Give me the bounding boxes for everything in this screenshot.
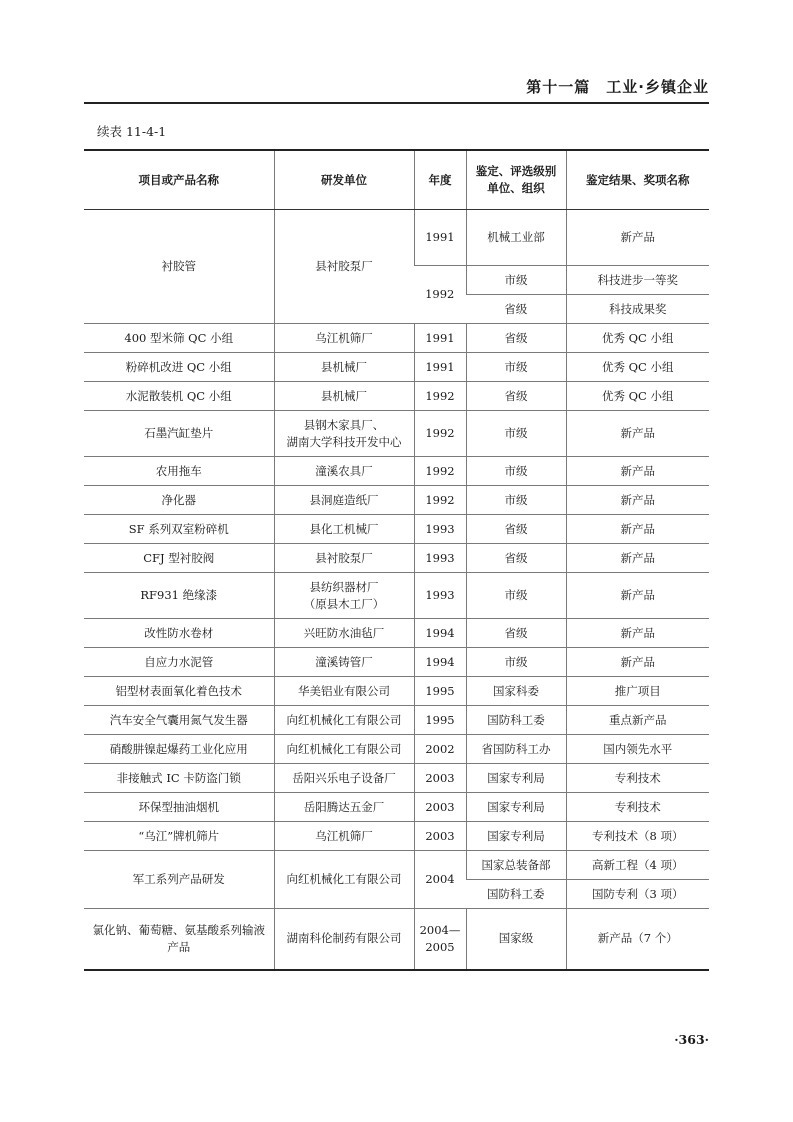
cell-level: 市级 [466,648,566,677]
table-row [84,382,709,411]
cell-name-line2: 产品 [167,939,191,954]
cell-result: 新产品 [566,486,709,515]
cell-result: 新产品（7 个） [566,909,709,970]
cell-level: 市级 [466,353,566,382]
cell-name: 石墨汽缸垫片 [84,411,274,457]
cell-year: 1993 [414,544,466,573]
cell-result: 新产品 [566,515,709,544]
col-header-level [466,150,566,210]
cell-result: 专利技术 [566,764,709,793]
cell-name: 水泥散装机 QC 小组 [84,382,274,411]
cell-year: 1995 [414,706,466,735]
table-row [84,677,709,706]
cell-result: 新产品 [566,411,709,457]
cell-name: RF931 绝缘漆 [84,573,274,619]
cell-year: 1991 [414,353,466,382]
cell-year: 1993 [414,515,466,544]
cell-unit: 县衬胶泵厂 [274,544,414,573]
cell-level: 国家专利局 [466,764,566,793]
table-row [84,793,709,822]
cell-unit: 县洞庭造纸厂 [274,486,414,515]
cell-name: 自应力水泥管 [84,648,274,677]
cell-year-line2: 2005 [425,939,455,954]
cell-level: 省级 [466,382,566,411]
cell-result: 优秀 QC 小组 [566,324,709,353]
cell-unit [274,411,414,457]
col-header-result: 鉴定结果、奖项名称 [566,150,709,210]
col-header-level-line1: 鉴定、评选级别 [475,164,557,179]
cell-result: 专利技术 [566,793,709,822]
table-caption: 续表 11-4-1 [97,124,167,139]
cell-unit-line2: 湖南大学科技开发中心 [286,434,402,449]
cell-unit [274,573,414,619]
cell-level: 机械工业部 [466,210,566,266]
cell-unit: 乌江机筛厂 [274,324,414,353]
col-header-level-line2: 单位、组织 [487,181,545,195]
table-row [84,210,709,266]
cell-year: 1994 [414,619,466,648]
header-divider [84,102,709,104]
cell-unit: 向红机械化工有限公司 [274,735,414,764]
cell-level: 国家科委 [466,677,566,706]
cell-name: 400 型米筛 QC 小组 [84,324,274,353]
cell-name: 环保型抽油烟机 [84,793,274,822]
table-row [84,324,709,353]
cell-result: 优秀 QC 小组 [566,382,709,411]
cell-year: 1994 [414,648,466,677]
cell-year: 1995 [414,677,466,706]
table-row [84,353,709,382]
col-header-unit: 研发单位 [274,150,414,210]
cell-level: 省级 [466,295,566,324]
cell-year: 2003 [414,822,466,851]
table-header-row [84,150,709,210]
cell-unit: 岳阳腾达五金厂 [274,793,414,822]
page-number: ·363· [674,1032,709,1047]
cell-name: 硝酸肼镍起爆药工业化应用 [84,735,274,764]
cell-unit: 县化工机械厂 [274,515,414,544]
cell-result: 新产品 [566,648,709,677]
cell-year: 1993 [414,573,466,619]
table-row [84,457,709,486]
cell-unit-line1: 县纺织器材厂 [309,579,379,594]
cell-year: 1991 [414,210,466,266]
cell-result: 新产品 [566,457,709,486]
cell-result: 新产品 [566,619,709,648]
cell-result: 推广项目 [566,677,709,706]
cell-level: 省级 [466,324,566,353]
cell-year: 2002 [414,735,466,764]
cell-level: 国防科工委 [466,880,566,909]
cell-name: 改性防水卷材 [84,619,274,648]
table-row [84,648,709,677]
cell-name [84,909,274,970]
cell-year: 1991 [414,324,466,353]
cell-level: 市级 [466,486,566,515]
table-row [84,909,709,970]
table-row [84,544,709,573]
cell-name: “乌江”牌机筛片 [84,822,274,851]
cell-year-line1: 2004— [419,923,461,938]
cell-level: 省级 [466,515,566,544]
cell-name: 粉碎机改进 QC 小组 [84,353,274,382]
cell-unit: 湖南科伦制药有限公司 [274,909,414,970]
cell-name-line1: 氯化钠、葡萄糖、氨基酸系列输液 [92,923,265,938]
cell-unit: 县机械厂 [274,382,414,411]
cell-unit-line1: 县钢木家具厂、 [303,417,385,432]
cell-year: 2003 [414,764,466,793]
cell-level: 省级 [466,544,566,573]
cell-level: 市级 [466,457,566,486]
table-row [84,619,709,648]
cell-name: 军工系列产品研发 [84,851,274,909]
cell-name: CFJ 型衬胶阀 [84,544,274,573]
cell-result: 新产品 [566,210,709,266]
cell-name: 净化器 [84,486,274,515]
cell-result: 国内领先水平 [566,735,709,764]
cell-level: 市级 [466,411,566,457]
cell-year: 2004 [414,851,466,909]
cell-level: 国家专利局 [466,793,566,822]
cell-year [414,909,466,970]
cell-year: 1992 [414,457,466,486]
cell-unit: 向红机械化工有限公司 [274,851,414,909]
cell-unit: 向红机械化工有限公司 [274,706,414,735]
cell-name: 汽车安全气囊用氮气发生器 [84,706,274,735]
cell-level: 国防科工委 [466,706,566,735]
table-row [84,573,709,619]
cell-unit: 乌江机筛厂 [274,822,414,851]
cell-level: 国家级 [466,909,566,970]
cell-level: 市级 [466,573,566,619]
cell-name: 衬胶管 [84,210,274,324]
cell-year: 2003 [414,793,466,822]
cell-level: 省国防科工办 [466,735,566,764]
table-row [84,486,709,515]
cell-result: 高新工程（4 项） [566,851,709,880]
cell-result: 科技成果奖 [566,295,709,324]
table-row [84,515,709,544]
cell-name: SF 系列双室粉碎机 [84,515,274,544]
cell-result: 新产品 [566,544,709,573]
cell-result: 专利技术（8 项） [566,822,709,851]
cell-unit: 兴旺防水油毡厂 [274,619,414,648]
cell-level: 国家专利局 [466,822,566,851]
cell-result: 重点新产品 [566,706,709,735]
table-row [84,735,709,764]
cell-year: 1992 [414,382,466,411]
table-row [84,411,709,457]
cell-level: 省级 [466,619,566,648]
cell-unit-line2: （原县木工厂） [303,596,385,611]
col-header-name: 项目或产品名称 [84,150,274,210]
cell-year: 1992 [414,486,466,515]
cell-unit: 县机械厂 [274,353,414,382]
col-header-year: 年度 [414,150,466,210]
table-row [84,822,709,851]
table-row [84,851,709,880]
cell-name: 农用拖车 [84,457,274,486]
cell-year: 1992 [414,266,466,324]
cell-unit: 潼溪农具厂 [274,457,414,486]
cell-year: 1992 [414,411,466,457]
cell-unit: 潼溪铸管厂 [274,648,414,677]
awards-table [84,149,709,971]
cell-level: 国家总装备部 [466,851,566,880]
chapter-title: 第十一篇 工业·乡镇企业 [526,78,709,96]
cell-unit: 岳阳兴乐电子设备厂 [274,764,414,793]
cell-level: 市级 [466,266,566,295]
cell-result: 优秀 QC 小组 [566,353,709,382]
cell-name: 非接触式 IC 卡防盗门锁 [84,764,274,793]
cell-result: 科技进步一等奖 [566,266,709,295]
cell-unit: 县衬胶泵厂 [274,210,414,324]
cell-result: 国防专利（3 项） [566,880,709,909]
cell-unit: 华美铝业有限公司 [274,677,414,706]
table-row [84,764,709,793]
cell-result: 新产品 [566,573,709,619]
cell-name: 铝型材表面氧化着色技术 [84,677,274,706]
table-row [84,706,709,735]
